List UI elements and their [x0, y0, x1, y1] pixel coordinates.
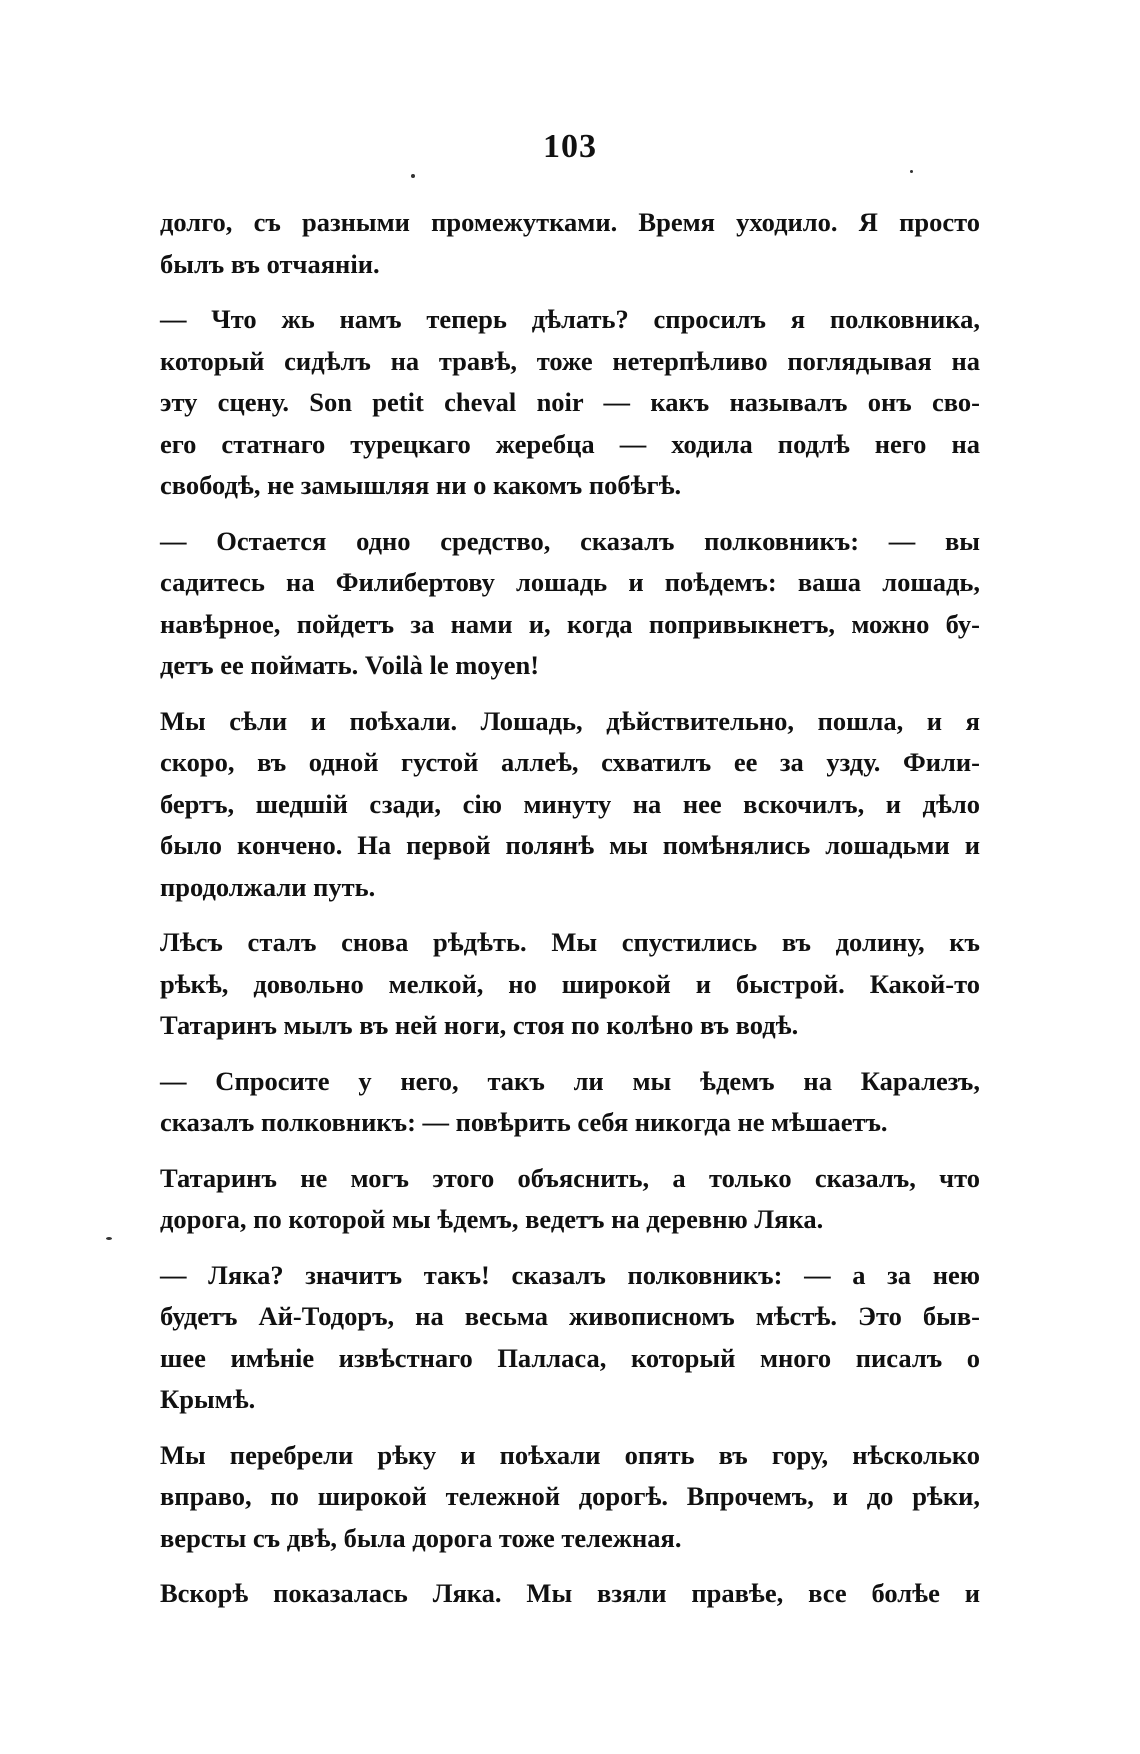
- text-line: навѣрное, пойдетъ за нами и, когда попривыкнетъ, можно бу-: [160, 608, 980, 639]
- paragraph: [160, 299, 980, 507]
- text-line: Лѣсъ сталъ снова рѣдѣть. Мы спустились въ долину, къ: [160, 927, 980, 957]
- text-line: шее имѣнiе извѣстнаго Палласа, который много писалъ о: [160, 1342, 980, 1373]
- text-line: детъ ее поймать. Voilà le moyen!: [160, 650, 540, 680]
- text-line: версты съ двѣ, была дорога тоже тележная.: [160, 1522, 682, 1553]
- paragraph: [160, 701, 980, 909]
- text-line: дорога, по которой мы ѣдемъ, ведетъ на деревню Ляка.: [160, 1204, 824, 1234]
- paragraph: [160, 1435, 980, 1560]
- text-line: который сидѣлъ на травѣ, тоже нетерпѣливо поглядывая на: [160, 345, 980, 376]
- text-line: эту сцену. Son petit cheval noir — какъ называлъ онъ сво-: [160, 387, 980, 417]
- text-line: Мы сѣли и поѣхали. Лошадь, дѣйствительно, пошла, и я: [160, 705, 980, 736]
- text-line: продолжали путь.: [160, 871, 376, 902]
- paragraph: [160, 521, 980, 687]
- print-speck: [910, 170, 913, 173]
- text-line: Татаринъ мылъ въ ней ноги, стоя по колѣно въ водѣ.: [160, 1010, 799, 1040]
- text-line: его статнаго турецкаго жеребца — ходила подлѣ него на: [160, 428, 980, 459]
- body-text: [160, 202, 980, 1629]
- text-line: — Спросите у него, такъ ли мы ѣдемъ на Каралезъ,: [160, 1065, 980, 1096]
- text-line: Крымѣ.: [160, 1384, 256, 1414]
- page-number: 103: [543, 128, 597, 165]
- text-line: Татаринъ не могъ этого объяснить, а только сказалъ, что: [160, 1162, 980, 1193]
- text-line: скоро, въ одной густой аллеѣ, схватилъ ее за узду. Фили-: [160, 747, 980, 777]
- paragraph: [160, 1158, 980, 1241]
- text-line: — Ляка? значитъ такъ! сказалъ полковникъ: — а за нею: [160, 1259, 980, 1290]
- text-line: вправо, по широкой тележной дорогѣ. Впрочемъ, и до рѣки,: [160, 1481, 980, 1511]
- paragraph: [160, 1061, 980, 1144]
- paragraph: [160, 1255, 980, 1421]
- text-line: рѣкѣ, довольно мелкой, но широкой и быстрой. Какой-то: [160, 968, 980, 999]
- text-line: сказалъ полковникъ: — повѣрить себя никогда не мѣшаетъ.: [160, 1107, 888, 1137]
- print-speck: [106, 1237, 112, 1240]
- paragraph: [160, 922, 980, 1047]
- text-line: бертъ, шедшiй сзади, сiю минуту на нее вскочилъ, и дѣло: [160, 788, 980, 819]
- text-line: садитесь на Филибертову лошадь и поѣдемъ: ваша лошадь,: [160, 567, 980, 597]
- text-line: — Что жь намъ теперь дѣлать? спросилъ я полковника,: [160, 304, 980, 334]
- paragraph: [160, 202, 980, 285]
- print-speck: [411, 174, 415, 178]
- text-line: свободѣ, не замышляя ни о какомъ побѣгѣ.: [160, 470, 682, 500]
- paragraph: [160, 1573, 980, 1615]
- text-line: — Остается одно средство, сказалъ полковникъ: — вы: [160, 525, 980, 556]
- text-line: Мы перебрели рѣку и поѣхали опять въ гору, нѣсколько: [160, 1439, 980, 1470]
- text-line: будетъ Ай-Тодоръ, на весьма живописномъ мѣстѣ. Это быв-: [160, 1301, 980, 1331]
- text-line: Вскорѣ показалась Ляка. Мы взяли правѣе, все болѣе и: [160, 1578, 980, 1608]
- text-line: долго, съ разными промежутками. Время уходило. Я просто: [160, 207, 980, 237]
- text-line: было кончено. На первой полянѣ мы помѣнялись лошадьми и: [160, 830, 980, 860]
- text-line: былъ въ отчаянiи.: [160, 248, 380, 279]
